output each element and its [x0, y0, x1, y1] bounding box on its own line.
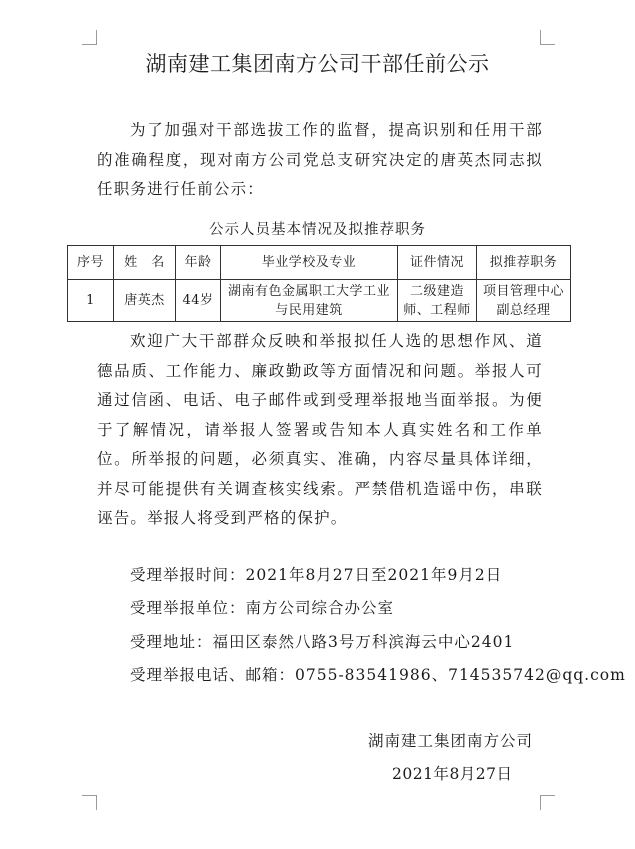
page-corner-mark	[82, 795, 97, 810]
report-address-line: 受理地址：福田区泰然八路3号万科滨海云中心2401	[130, 633, 515, 651]
table-cell: 44岁	[176, 280, 221, 322]
intro-paragraph: 为了加强对干部选拔工作的监督，提高识别和任用干部的准确程度，现对南方公司党总支研究决定的唐英杰同志拟任职务进行任前公示：	[97, 121, 543, 198]
table-cell: 项目管理中心副总经理	[477, 280, 571, 322]
document-title: 湖南建工集团南方公司干部任前公示	[145, 52, 490, 76]
page-corner-mark	[82, 30, 97, 45]
table-cell: 湖南有色金属职工大学工业与民用建筑	[221, 280, 398, 322]
header-cell: 序号	[68, 246, 114, 280]
report-phone-email-line: 受理举报电话、邮箱：0755-83541986、714535742@qq.com	[130, 666, 626, 684]
call-for-reports-paragraph: 欢迎广大干部群众反映和举报拟任人选的思想作风、道德品质、工作能力、廉政勤政等方面情况和问题。举报人可通过信函、电话、电子邮件或到受理举报地当面举报。为便于了解情况，请举报人签署或告知本人真实姓名和工作单位。所举报的问题，必须真实、准确，内容尽量具体详细，并尽可能提供有关调查核实线索。严禁借机造谣中伤，串联诬告。举报人将受到严格的保护。	[97, 332, 543, 527]
signature-organization: 湖南建工集团南方公司	[368, 732, 534, 750]
header-cell: 年龄	[176, 246, 221, 280]
signature-date: 2021年8月27日	[392, 765, 513, 783]
table-caption: 公示人员基本情况及拟推荐职务	[209, 222, 426, 238]
report-time-line: 受理举报时间：2021年8月27日至2021年9月2日	[130, 566, 503, 584]
table-cell: 二级建造师、工程师	[398, 280, 477, 322]
table-cell: 唐英杰	[114, 280, 176, 322]
table-header-row	[68, 246, 571, 280]
header-cell: 拟推荐职务	[477, 246, 571, 280]
header-cell: 毕业学校及专业	[221, 246, 398, 280]
header-cell: 证件情况	[398, 246, 477, 280]
table-row	[68, 280, 571, 322]
report-unit-line: 受理举报单位：南方公司综合办公室	[130, 599, 395, 617]
candidate-info-table	[67, 245, 571, 322]
page-corner-mark	[540, 795, 555, 810]
table-cell: 1	[68, 280, 114, 322]
header-cell: 姓 名	[114, 246, 176, 280]
page-corner-mark	[540, 30, 555, 45]
